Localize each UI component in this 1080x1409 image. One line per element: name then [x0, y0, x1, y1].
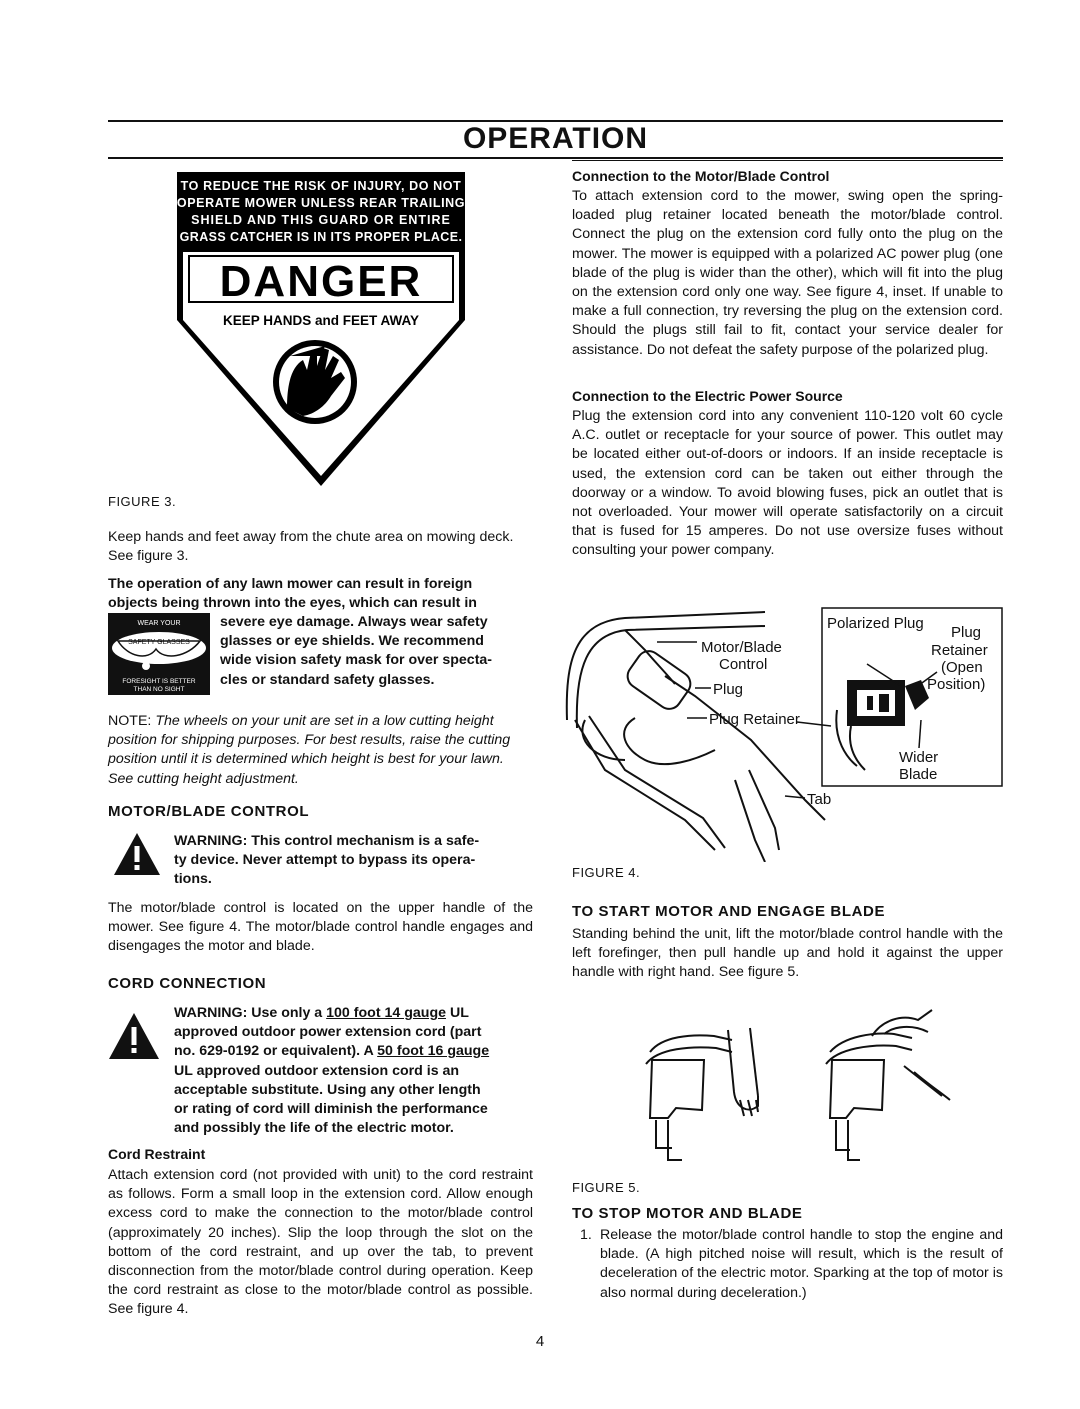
cord-warning-line-5: acceptable substitute. Using any other length — [174, 1081, 481, 1098]
label-polarized-plug: Polarized Plug — [827, 615, 924, 632]
cord-warning-ul: UL — [446, 1005, 469, 1021]
motor-warning-line-2: ty device. Never attempt to bypass its opera- — [174, 852, 476, 869]
danger-label-figure — [175, 170, 467, 488]
danger-line-2: OPERATE MOWER UNLESS REAR TRAILING — [176, 196, 466, 210]
label-blade: Blade — [899, 766, 938, 783]
eye-warning-line-5: wide vision safety mask for over specta- — [220, 652, 493, 669]
stop-motor-heading: TO STOP MOTOR AND BLADE — [572, 1205, 803, 1222]
cord-warning-line-6: or rating of cord will diminish the performance — [174, 1101, 488, 1118]
page-number: 4 — [535, 1333, 545, 1350]
cord-warning-gauge-2: 50 foot 16 gauge — [377, 1043, 490, 1060]
badge-top-text: WEAR YOUR — [137, 620, 181, 627]
label-motor-blade: Motor/Blade — [701, 639, 782, 656]
cord-restraint-heading: Cord Restraint — [108, 1146, 206, 1162]
start-motor-heading: TO START MOTOR AND ENGAGE BLADE — [572, 903, 886, 920]
power-source-heading: Connection to the Electric Power Source — [572, 388, 843, 404]
warning-triangle-icon-2 — [108, 1012, 160, 1060]
eye-warning-line-2: objects being thrown into the eyes, which can result in — [108, 595, 477, 611]
label-tab: Tab — [807, 791, 832, 808]
figure-4-diagram — [565, 600, 1010, 862]
note-paragraph — [108, 712, 533, 789]
start-motor-paragraph: Standing behind the unit, lift the motor/blade control handle with the left forefinger, then pull handle up and hold it against the upper handle with right hand. See figure 5. — [572, 926, 1003, 981]
motor-warning-line-1: WARNING: This control mechanism is a safe- — [174, 833, 480, 849]
cord-warning-prefix: WARNING: Use only a — [174, 1005, 327, 1021]
mower-handle-drawing — [567, 612, 825, 862]
motor-blade-connection-heading: Connection to the Motor/Blade Control — [572, 168, 830, 184]
cord-warning-line-7: and possibly the life of the electric motor. — [174, 1120, 454, 1137]
warning-triangle-icon — [113, 832, 161, 876]
label-plug-retainer: Plug Retainer — [709, 711, 800, 728]
keep-hands-text: KEEP HANDS and FEET AWAY — [222, 313, 420, 328]
label-plug: Plug — [713, 681, 744, 698]
note-text: The wheels on your unit are set in a low cutting height position for shipping purposes. For best results, raise the cutting position until it is determined which height is best for your lawn. See cutting height adjustment. — [108, 713, 511, 787]
danger-line-4: GRASS CATCHER IS IN ITS PROPER PLACE. — [179, 230, 463, 244]
motor-blade-connection-paragraph: To attach extension cord to the mower, swing open the spring-loaded plug retainer located beneath the motor/blade control. Connect the plug on the extension cord fully onto the plug on the mower. The mower is equipped with a polarized AC power plug (one blade of the plug is wider than the other), which will fit into the plug on the extension cord only one way. See figure 4, inset. If unable to make a full connection, try reversing the plug on the extension cord. Should the plugs still fail to fit, contact your service dealer for assistance. Do not defeat the safety purpose of the polarized plug. — [572, 188, 1003, 358]
hand-warning-icon — [273, 340, 357, 424]
motor-blade-control-heading: MOTOR/BLADE CONTROL — [108, 803, 310, 820]
eye-warning-line-4: glasses or eye shields. We recommend — [220, 633, 484, 650]
right-column-rule — [572, 160, 1003, 161]
stop-step-number: 1. — [580, 1227, 592, 1243]
cord-warning-gauge-1: 100 foot 14 gauge — [326, 1005, 446, 1021]
figure-5-diagram — [632, 1000, 962, 1170]
cord-connection-heading: CORD CONNECTION — [108, 975, 267, 992]
polarized-plug-inset — [822, 608, 1002, 786]
label-wider: Wider — [899, 749, 939, 766]
label-retainer: Retainer — [931, 642, 988, 659]
danger-line-3: SHIELD AND THIS GUARD OR ENTIRE — [191, 213, 451, 227]
badge-mid-text: SAFETY GLASSES — [128, 639, 190, 646]
cord-warning-line-4: UL approved outdoor extension cord is an — [174, 1062, 460, 1079]
label-plug-inset: Plug — [951, 624, 982, 641]
figure-3-label: FIGURE 3. — [108, 494, 177, 509]
motor-warning-line-3: tions. — [174, 871, 212, 888]
note-label: NOTE: — [108, 713, 152, 729]
figure-3-paragraph: Keep hands and feet away from the chute area on mowing deck. See figure 3. — [108, 529, 514, 565]
title-rule-bottom — [108, 157, 1003, 159]
figure-5-label: FIGURE 5. — [572, 1180, 641, 1195]
label-control: Control — [719, 656, 768, 673]
cord-warning-line-1 — [174, 1004, 533, 1023]
eye-warning-line-3: severe eye damage. Always wear safety — [220, 614, 488, 630]
page-title: OPERATION — [462, 122, 649, 155]
label-open: (Open — [941, 659, 983, 676]
cord-restraint-paragraph: Attach extension cord (not provided with unit) to the cord restraint as follows. Form a small loop in the extension cord. Allow enough excess cord to make the connection to the motor/blade control (approximately 20 inches). Slip the loop through the slot on the bottom of the cord restraint, and up over the tab, to prevent disconnection from the motor/blade control during operation. Keep the cord restraint as close to the motor/blade control as possible. See figure 4. — [108, 1167, 533, 1318]
eye-warning-line-6: cles or standard safety glasses. — [220, 671, 435, 688]
cord-warning-part: no. 629-0192 or equivalent). A — [174, 1043, 378, 1060]
power-source-paragraph: Plug the extension cord into any convenient 110-120 volt 60 cycle A.C. outlet or receptacle for your source of power. This outlet may be located either out-of-doors or indoors. If an inside receptacle is used, the extension cord can be taken out either through the doorway or a window. To avoid blowing fuses, pick an outlet that is not overloaded. Your mower will operate satisfactorily on a circuit that is fused for 15 amperes. Do not use oversize fuses without consulting your power company. — [572, 408, 1003, 559]
badge-bottom-text-2: THAN NO SIGHT — [133, 686, 185, 693]
danger-word: DANGER — [219, 257, 423, 306]
cord-warning-line-3 — [174, 1042, 533, 1061]
motor-blade-paragraph: The motor/blade control is located on the upper handle of the mower. See figure 4. The motor/blade control handle engages and disengages the motor and blade. — [108, 900, 533, 955]
danger-line-1: TO REDUCE THE RISK OF INJURY, DO NOT — [180, 179, 462, 193]
eye-warning-line-1: The operation of any lawn mower can result in foreign — [108, 576, 473, 592]
safety-glasses-badge — [108, 613, 210, 695]
figure-4-label: FIGURE 4. — [572, 865, 641, 880]
badge-bottom-text-1: FORESIGHT IS BETTER — [122, 678, 196, 685]
label-position: Position) — [927, 676, 986, 693]
cord-warning-line-2: approved outdoor power extension cord (part — [174, 1024, 482, 1041]
stop-motor-paragraph: Release the motor/blade control handle to stop the engine and blade. (A high pitched noise will result, which is the result of deceleration of the electric motor. Sparking at the top of motor is also normal during deceleration.) — [600, 1227, 1003, 1301]
